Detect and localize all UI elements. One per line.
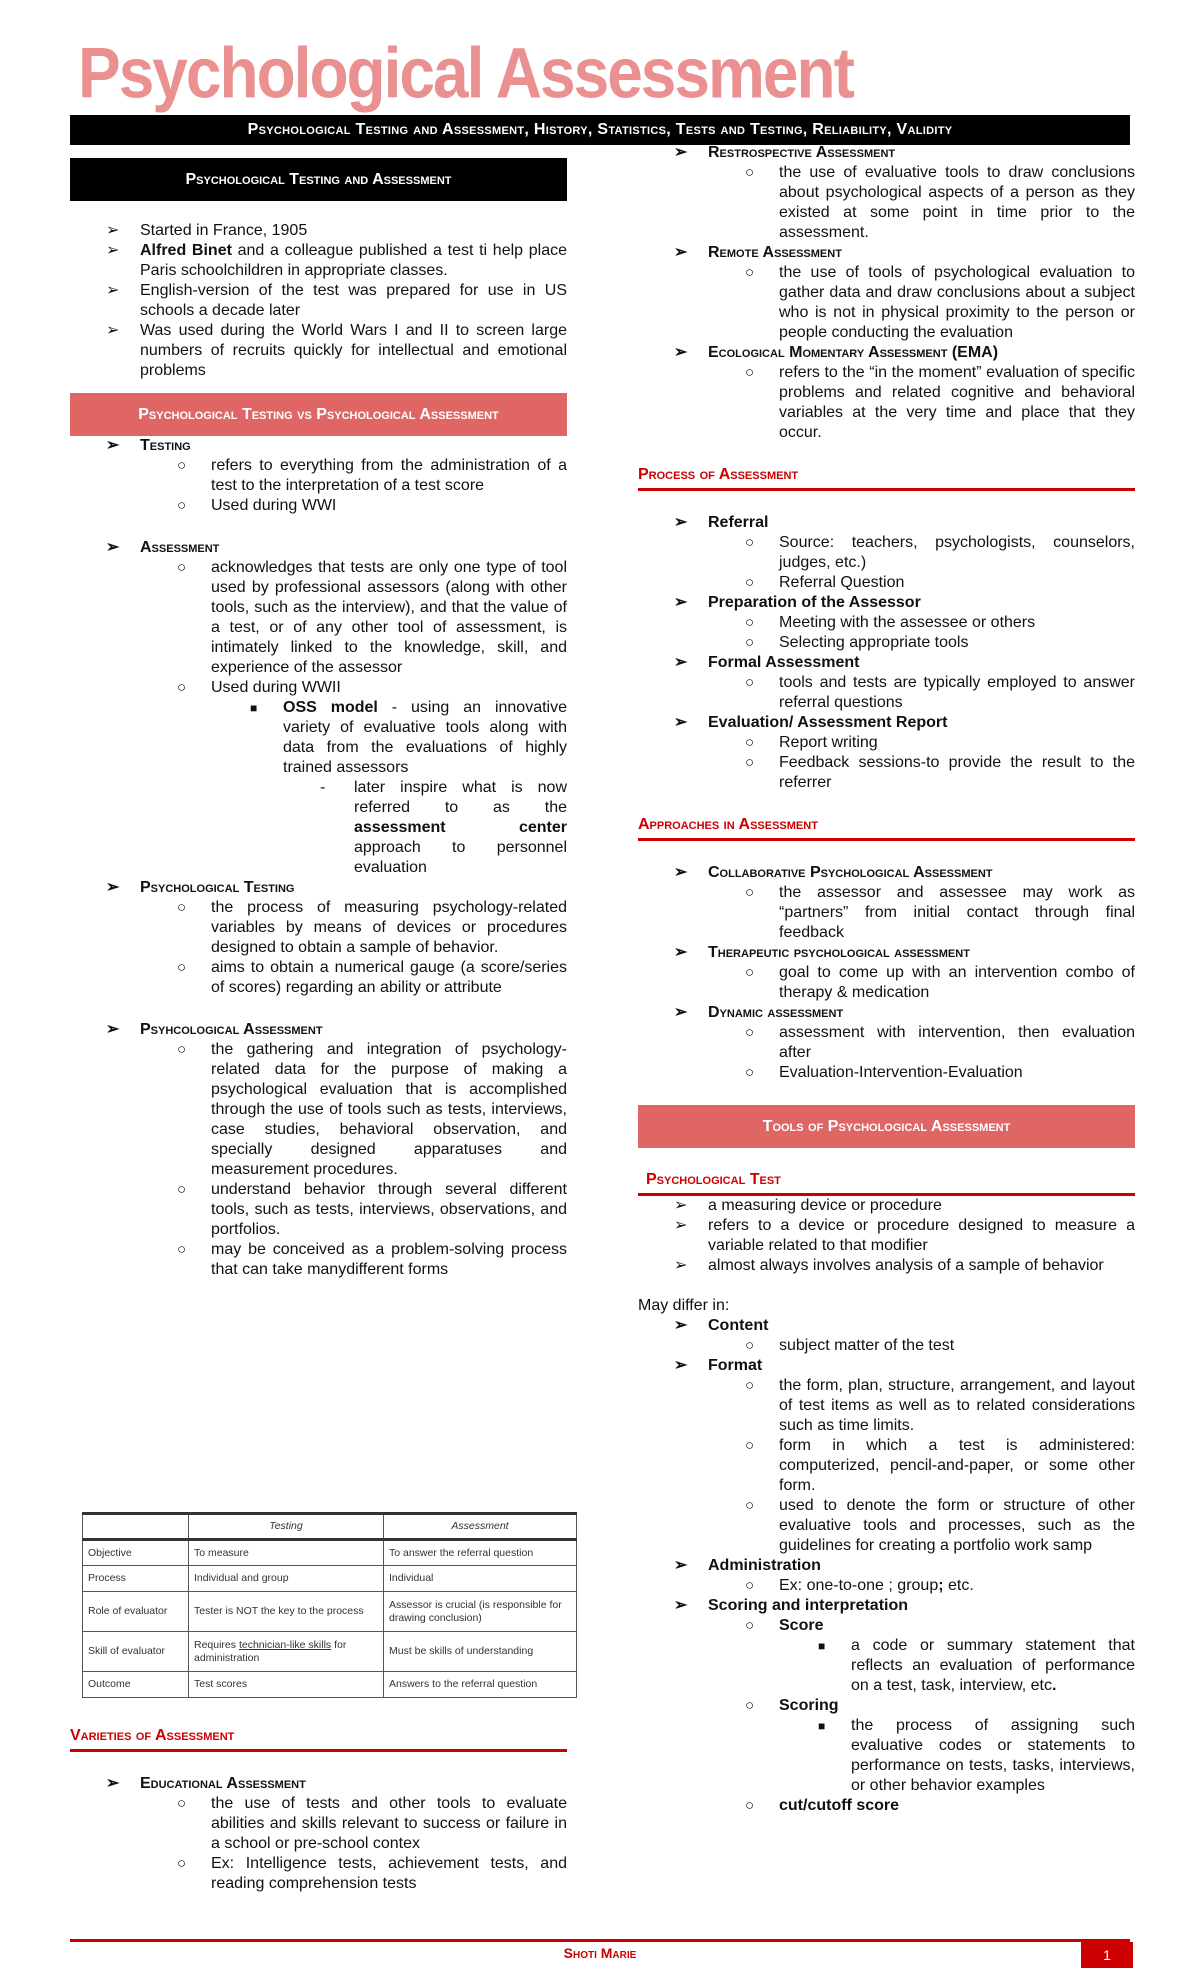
- arrow-bullet-icon: ➢: [674, 244, 688, 261]
- circle-bullet-icon: ○: [177, 457, 187, 474]
- table-cell: Tester is NOT the key to the process: [189, 1592, 384, 1632]
- list-item: ○ may be conceived as a problem-solving process that can take manydifferent forms: [177, 1241, 567, 1278]
- tools-heading: Tools of Psychological Assessment: [638, 1105, 1135, 1148]
- list-item: ○ assessment with intervention, then evaluation after: [745, 1024, 1135, 1061]
- list-item: ➢ Scoring and interpretation: [674, 1597, 909, 1614]
- circle-bullet-icon: ○: [745, 634, 755, 651]
- list-item: ○ refers to everything from the administration of a test to the interpretation of a test score: [177, 457, 567, 494]
- table-row: [83, 1632, 577, 1672]
- arrow-bullet-icon: ➢: [674, 514, 688, 531]
- arrow-bullet-icon: ➢: [106, 437, 120, 454]
- list-item: ➢ Assessment: [106, 539, 220, 556]
- list-item: ○ aims to obtain a numerical gauge (a score/series of scores) regarding an ability or attribute: [177, 959, 567, 996]
- table-header-cell: Testing: [189, 1514, 384, 1540]
- list-item: ➢ Educational Assessment: [106, 1775, 306, 1792]
- circle-bullet-icon: ○: [177, 1795, 187, 1812]
- list-item: ○ the assessor and assessee may work as “partners” from initial contact through final feedback: [745, 884, 1135, 941]
- list-item: ○ the form, plan, structure, arrangement, and layout of test items as well as to related considerations such as time limits.: [745, 1377, 1135, 1434]
- table-row: [83, 1592, 577, 1632]
- square-bullet-icon: ■: [250, 701, 258, 715]
- arrow-bullet-icon: ➢: [674, 1317, 688, 1334]
- list-item: ○ form in which a test is administered: computerized, pencil-and-paper, or some other form.: [745, 1437, 1135, 1494]
- arrow-bullet-icon: ➢: [674, 654, 688, 671]
- circle-bullet-icon: ○: [177, 559, 187, 576]
- arrow-bullet-icon: ➢: [106, 222, 120, 239]
- list-item: ➢ Restrospective Assessment: [674, 144, 896, 161]
- list-item: ○ used to denote the form or structure of other evaluative tools and processes, such as the guidelines for creating a portfolio work samp: [745, 1497, 1135, 1554]
- arrow-bullet-icon: ➢: [674, 344, 688, 361]
- arrow-bullet-icon: ➢: [674, 594, 688, 611]
- circle-bullet-icon: ○: [745, 884, 755, 901]
- may-differ-label: May differ in:: [638, 1297, 730, 1314]
- arrow-bullet-icon: ➢: [106, 1775, 120, 1792]
- varieties-section: [70, 1726, 567, 1894]
- approaches-list: [638, 863, 1135, 1083]
- circle-bullet-icon: ○: [745, 1797, 755, 1814]
- list-item: ○ Score: [745, 1617, 824, 1634]
- list-item: ○ cut/cutoff score: [745, 1797, 900, 1814]
- list-item: ➢ Psychological Testing: [106, 879, 295, 896]
- list-item: ○ refers to the “in the moment” evaluation of specific problems and related cognitive and behavioral variables at the very time and place that they occur.: [745, 364, 1135, 441]
- table-header-cell: [83, 1514, 189, 1540]
- table-row: [83, 1672, 577, 1698]
- circle-bullet-icon: ○: [745, 1024, 755, 1041]
- circle-bullet-icon: ○: [745, 534, 755, 551]
- varieties-heading: Varieties of Assessment: [70, 1726, 567, 1752]
- circle-bullet-icon: ○: [745, 1497, 755, 1514]
- list-item: ○ the process of measuring psychology-related variables by means of devices or procedures designed to obtain a sample of behavior.: [177, 899, 567, 956]
- circle-bullet-icon: ○: [745, 674, 755, 691]
- list-item: ➢ Evaluation/ Assessment Report: [674, 714, 948, 731]
- circle-bullet-icon: ○: [745, 264, 755, 281]
- topic-banner: Psychological Testing and Assessment, History, Statistics, Tests and Testing, Reliability, Validity: [70, 115, 1130, 145]
- table-cell: Assessor is crucial (is responsible for drawing conclusion): [384, 1592, 577, 1632]
- arrow-bullet-icon: ➢: [106, 242, 120, 259]
- list-item: ○ acknowledges that tests are only one type of tool used by professional assessors (along with other tools, such as the interview), and that the value of a test, or of any other tool of assessment, is intimately linked to the knowledge, skill, and experience of the assessor: [177, 559, 567, 676]
- table-cell: Must be skills of understanding: [384, 1632, 577, 1672]
- circle-bullet-icon: ○: [745, 1617, 755, 1634]
- circle-bullet-icon: ○: [177, 1041, 187, 1058]
- table-cell: Individual: [384, 1566, 577, 1592]
- dash-bullet-icon: -: [320, 779, 326, 796]
- circle-bullet-icon: ○: [745, 1377, 755, 1394]
- table-cell: Individual and group: [189, 1566, 384, 1592]
- list-item: ➢ Therapeutic psychological assessment: [674, 944, 970, 961]
- circle-bullet-icon: ○: [745, 1337, 755, 1354]
- list-item: ➢ Administration: [674, 1557, 821, 1574]
- list-item: ○ Feedback sessions-to provide the result to the referrer: [745, 754, 1135, 791]
- table-cell: Outcome: [83, 1672, 189, 1698]
- list-item: ○ the use of tools of psychological evaluation to gather data and draw conclusions about a subject who is not in physical proximity to the person or people conducting the evaluation: [745, 264, 1135, 341]
- list-item: ➢ Referral: [674, 514, 769, 531]
- differences-list: [638, 1316, 1135, 1816]
- list-item: ○ understand behavior through several different tools, such as tests, interviews, observations, and portfolios.: [177, 1181, 567, 1238]
- table-cell: To measure: [189, 1540, 384, 1566]
- circle-bullet-icon: ○: [745, 754, 755, 771]
- list-item: ○ goal to come up with an intervention combo of therapy & medication: [745, 964, 1135, 1001]
- circle-bullet-icon: ○: [745, 1697, 755, 1714]
- table-header-cell: Assessment: [384, 1514, 577, 1540]
- list-item: ■ the process of assigning such evaluative codes or statements to performance on tests, tasks, interviews, or other behavior examples: [818, 1717, 1135, 1794]
- list-item: ○ Evaluation-Intervention-Evaluation: [745, 1064, 1023, 1081]
- psychological-test-list: [638, 1196, 1135, 1276]
- list-item: ○ Ex: Intelligence tests, achievement tests, and reading comprehension tests: [177, 1855, 567, 1892]
- arrow-bullet-icon: ➢: [674, 1557, 688, 1574]
- approaches-heading: Approaches in Assessment: [638, 815, 1135, 841]
- list-item: ➢ Psyhcological Assessment: [106, 1021, 323, 1038]
- list-item: ➢ Format: [674, 1357, 763, 1374]
- arrow-bullet-icon: ➢: [106, 539, 120, 556]
- arrow-bullet-icon: ➢: [674, 1217, 688, 1234]
- circle-bullet-icon: ○: [177, 899, 187, 916]
- circle-bullet-icon: ○: [745, 734, 755, 751]
- list-item: ○ Meeting with the assessee or others: [745, 614, 1036, 631]
- circle-bullet-icon: ○: [745, 1577, 755, 1594]
- list-item: ○ Referral Question: [745, 574, 905, 591]
- varieties-list: [70, 1774, 567, 1894]
- list-item: ➢ refers to a device or procedure designed to measure a variable related to that modifier: [674, 1217, 1135, 1254]
- testing-vs-assessment-list: [70, 436, 567, 1280]
- square-bullet-icon: ■: [818, 1639, 826, 1653]
- table-header-row: [83, 1514, 577, 1540]
- circle-bullet-icon: ○: [177, 497, 187, 514]
- arrow-bullet-icon: ➢: [106, 322, 120, 339]
- circle-bullet-icon: ○: [177, 959, 187, 976]
- arrow-bullet-icon: ➢: [674, 864, 688, 881]
- circle-bullet-icon: ○: [745, 614, 755, 631]
- footer-author: Shoti Marie: [563, 1945, 637, 1961]
- arrow-bullet-icon: ➢: [674, 1357, 688, 1374]
- list-item: ➢ Alfred Binet and a colleague published a test ti help place Paris schoolchildren in appropriate classes.: [106, 242, 568, 279]
- list-item: ➢ Content: [674, 1317, 769, 1334]
- list-item: ➢ Remote Assessment: [674, 244, 842, 261]
- arrow-bullet-icon: ➢: [674, 944, 688, 961]
- list-item: ○ Source: teachers, psychologists, counselors, judges, etc.): [745, 534, 1135, 571]
- list-item: ○ the gathering and integration of psychology-related data for the purpose of making a psychological evaluation that is accomplished through the use of tools such as tests, interviews, case studies, behavioral observation, and specially designed apparatuses and measurement procedures.: [177, 1041, 567, 1178]
- list-item: ➢ Preparation of the Assessor: [674, 594, 921, 611]
- table-row: [83, 1566, 577, 1592]
- arrow-bullet-icon: ➢: [674, 1004, 688, 1021]
- list-item: ➢ Ecological Momentary Assessment (EMA): [674, 344, 999, 361]
- assessment-types-list: [638, 143, 1135, 443]
- circle-bullet-icon: ○: [745, 164, 755, 181]
- arrow-bullet-icon: ➢: [674, 1197, 688, 1214]
- history-list: [70, 221, 567, 381]
- list-item: ○ Selecting appropriate tools: [745, 634, 969, 651]
- list-item: - later inspire what is now referred to as the assessment center approach to personnel evaluation: [320, 779, 567, 876]
- table-cell: Role of evaluator: [83, 1592, 189, 1632]
- list-item: ○ Used during WWI: [177, 497, 337, 514]
- list-item: ➢ Collaborative Psychological Assessment: [674, 864, 993, 881]
- list-item: ➢ Was used during the World Wars I and II to screen large numbers of recruits quickly for intellectual and emotional problems: [106, 322, 567, 379]
- list-item: ➢ Formal Assessment: [674, 654, 860, 671]
- testing-vs-assessment-table: [82, 1512, 577, 1698]
- page-number: 1: [1081, 1942, 1133, 1968]
- process-list: [638, 513, 1135, 793]
- list-item: ○ tools and tests are typically employed to answer referral questions: [745, 674, 1135, 711]
- process-heading: Process of Assessment: [638, 465, 1135, 491]
- list-item: ➢ Started in France, 1905: [106, 222, 308, 239]
- table-cell: Objective: [83, 1540, 189, 1566]
- circle-bullet-icon: ○: [745, 364, 755, 381]
- list-item: ○ the use of evaluative tools to draw conclusions about psychological aspects of a person as they existed at some point in time prior to the assessment.: [745, 164, 1135, 241]
- section-heading-testing-vs-assessment: Psychological Testing vs Psychological Assessment: [70, 393, 567, 436]
- arrow-bullet-icon: ➢: [674, 144, 688, 161]
- list-item: ○ Ex: one-to-one ; group; etc.: [745, 1577, 974, 1594]
- list-item: ➢ a measuring device or procedure: [674, 1197, 942, 1214]
- circle-bullet-icon: ○: [745, 1437, 755, 1454]
- circle-bullet-icon: ○: [177, 679, 187, 696]
- list-item: ■ OSS model - using an innovative variety of evaluative tools along with data from the evaluations of highly trained assessors: [250, 699, 567, 776]
- list-item: ○ subject matter of the test: [745, 1337, 955, 1354]
- psychological-test-heading: Psychological Test: [638, 1170, 1135, 1196]
- circle-bullet-icon: ○: [745, 964, 755, 981]
- list-item: ➢ English-version of the test was prepared for use in US schools a decade later: [106, 282, 567, 319]
- document-title: Psychological Assessment: [78, 32, 853, 114]
- table-cell: Test scores: [189, 1672, 384, 1698]
- list-item: ○ Scoring: [745, 1697, 839, 1714]
- footer-rule: [70, 1939, 1130, 1942]
- list-item: ➢ Testing: [106, 437, 191, 454]
- arrow-bullet-icon: ➢: [674, 1257, 688, 1274]
- circle-bullet-icon: ○: [177, 1181, 187, 1198]
- right-column: [638, 143, 1135, 1816]
- circle-bullet-icon: ○: [745, 1064, 755, 1081]
- list-item: ○ Report writing: [745, 734, 878, 751]
- list-item: ○ the use of tests and other tools to evaluate abilities and skills relevant to success or failure in a school or pre-school contex: [177, 1795, 567, 1852]
- arrow-bullet-icon: ➢: [106, 879, 120, 896]
- arrow-bullet-icon: ➢: [674, 714, 688, 731]
- left-column: [70, 158, 567, 1280]
- square-bullet-icon: ■: [818, 1719, 826, 1733]
- section-heading-testing-and-assessment: Psychological Testing and Assessment: [70, 158, 567, 201]
- table-cell: Requires technician-like skills for administration: [189, 1632, 384, 1672]
- table-cell: Process: [83, 1566, 189, 1592]
- table-cell: Skill of evaluator: [83, 1632, 189, 1672]
- arrow-bullet-icon: ➢: [106, 1021, 120, 1038]
- list-item: ➢ almost always involves analysis of a sample of behavior: [674, 1257, 1104, 1274]
- table-row: [83, 1540, 577, 1566]
- table-cell: To answer the referral question: [384, 1540, 577, 1566]
- arrow-bullet-icon: ➢: [674, 1597, 688, 1614]
- circle-bullet-icon: ○: [745, 574, 755, 591]
- circle-bullet-icon: ○: [177, 1241, 187, 1258]
- list-item: ■ a code or summary statement that reflects an evaluation of performance on a test, task, interview, etc.: [818, 1637, 1135, 1694]
- list-item: ➢ Dynamic assessment: [674, 1004, 844, 1021]
- circle-bullet-icon: ○: [177, 1855, 187, 1872]
- table-cell: Answers to the referral question: [384, 1672, 577, 1698]
- arrow-bullet-icon: ➢: [106, 282, 120, 299]
- list-item: ○ Used during WWII: [177, 679, 341, 696]
